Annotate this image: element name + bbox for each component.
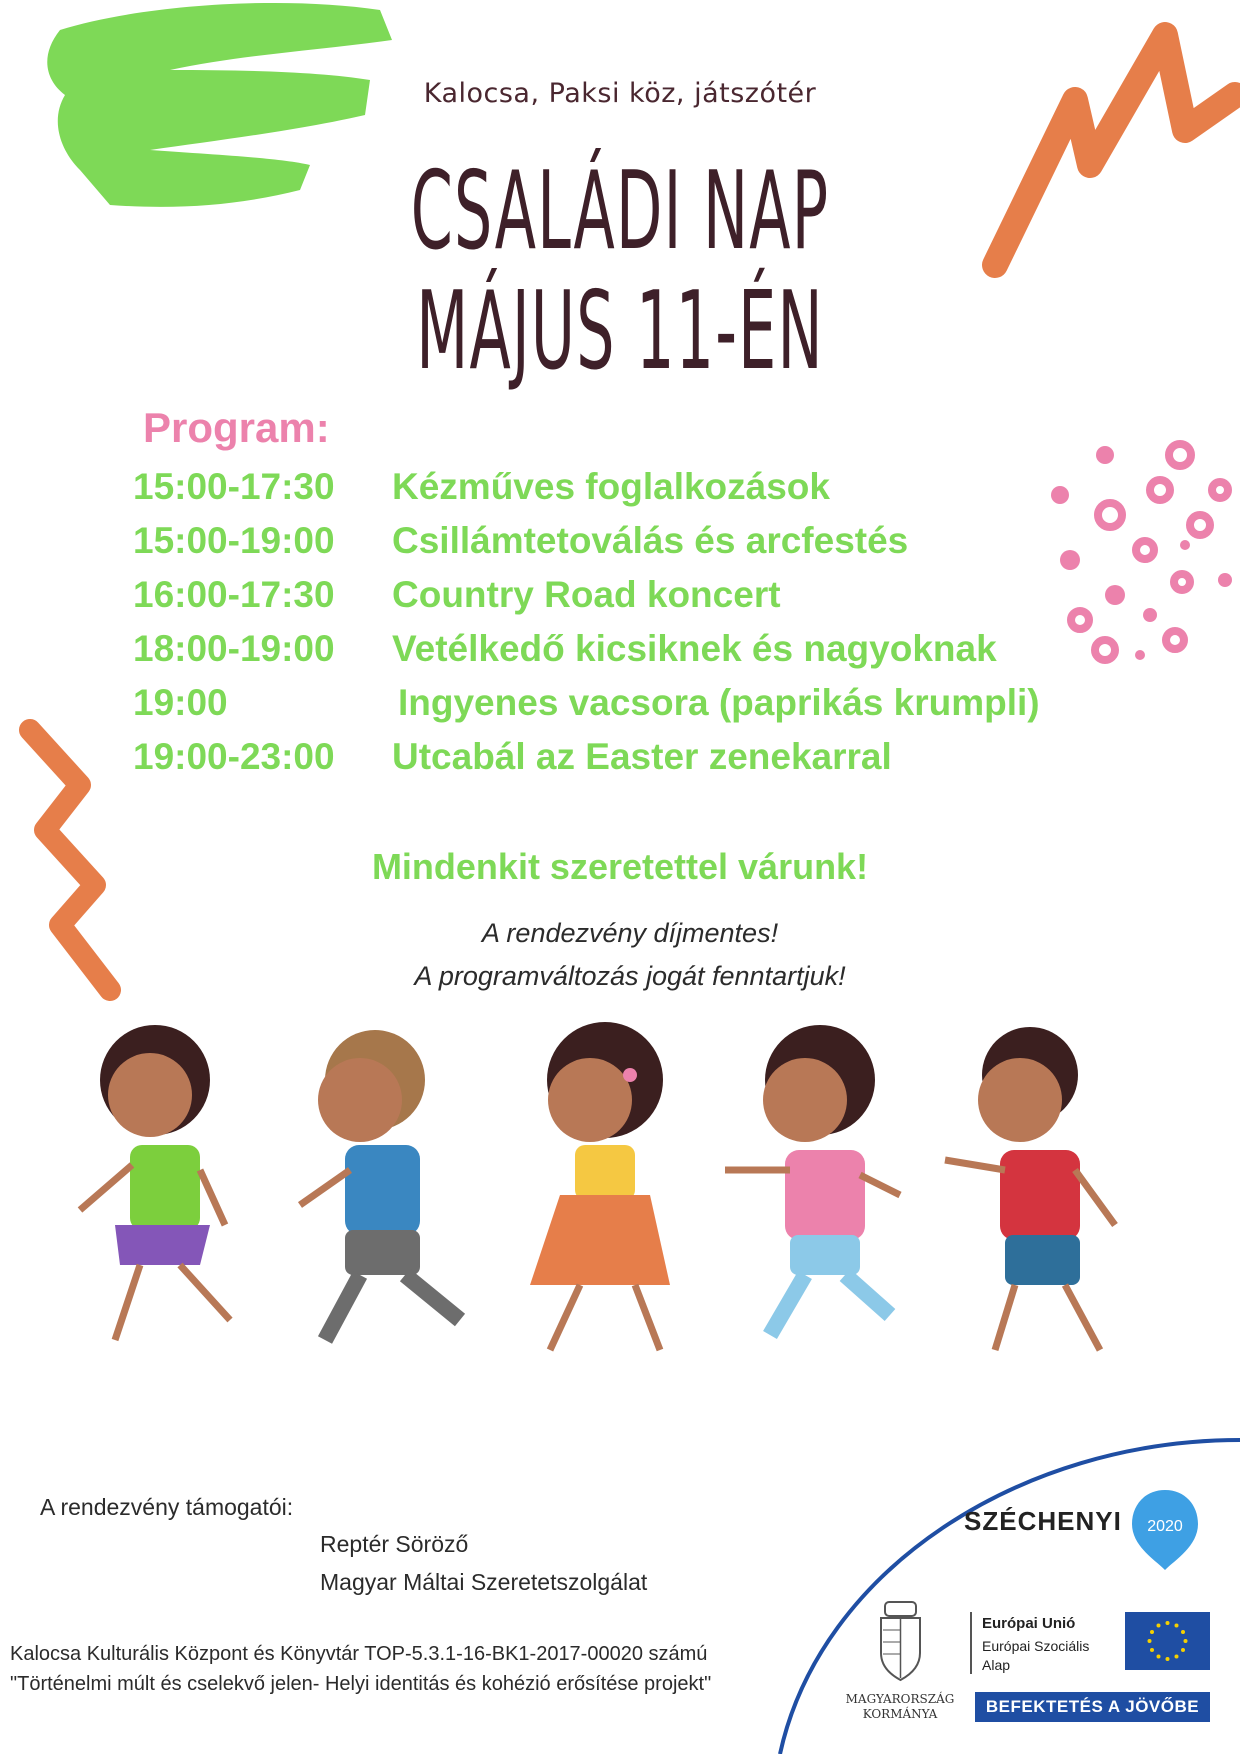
program-description: Vetélkedő kicsiknek és nagyoknak (392, 628, 997, 669)
child-3-illustration (530, 1022, 670, 1350)
program-row (0, 628, 1240, 682)
sponsor-item: Magyar Máltai Szeretetszolgálat (320, 1569, 648, 1595)
program-description: Kézműves foglalkozások (392, 466, 830, 507)
program-time: 19:00-23:00 (133, 736, 335, 777)
program-time: 18:00-19:00 (133, 628, 335, 669)
welcome-text: Mindenkit szeretettel várunk! (371, 846, 869, 887)
eu-divider (970, 1612, 972, 1674)
hungarian-coat-of-arms-icon (873, 1598, 928, 1683)
government-logo-text (830, 1692, 970, 1722)
program-description: Csillámtetoválás és arcfestés (392, 520, 909, 561)
government-line2: KORMÁNYA (862, 1707, 938, 1721)
szechenyi-2020-pin-icon (1130, 1488, 1200, 1573)
event-title-line2: MÁJUS 11-ÉN (416, 269, 824, 394)
child-4-illustration (725, 1025, 900, 1335)
footer-project-line2: "Történelmi múlt és cselekvő jelen- Helyi identitás és kohézió erősítése projekt" (10, 1673, 712, 1695)
government-line1: MAGYARORSZÁG (845, 1692, 955, 1706)
program-time: 15:00-19:00 (133, 520, 335, 561)
szechenyi-logo-text: SZÉCHENYI (964, 1506, 1122, 1536)
program-row (0, 574, 1240, 628)
program-row (0, 682, 1240, 736)
szechenyi-year: 2020 (1147, 1518, 1183, 1535)
free-entry-note: A rendezvény díjmentes! (481, 918, 779, 948)
program-row (0, 466, 1240, 520)
child-5-illustration (945, 1027, 1115, 1350)
program-description: Utcabál az Easter zenekarral (392, 736, 892, 777)
eu-title: Európai Unió (982, 1615, 1076, 1632)
child-1-illustration (80, 1025, 230, 1340)
program-row (0, 520, 1240, 574)
program-time: 19:00 (133, 682, 228, 723)
sponsors-label: A rendezvény támogatói: (40, 1494, 294, 1520)
eu-subtitle: Európai Szociális Alap (982, 1638, 1090, 1673)
eu-flag-icon (1125, 1612, 1210, 1670)
program-time: 16:00-17:30 (133, 574, 335, 615)
program-heading: Program: (143, 404, 330, 451)
invest-future-banner: BEFEKTETÉS A JÖVŐBE (975, 1692, 1210, 1722)
program-row (0, 736, 1240, 790)
child-2-illustration (300, 1030, 460, 1340)
program-description: Ingyenes vacsora (paprikás krumpli) (398, 682, 1040, 723)
program-description: Country Road koncert (392, 574, 781, 615)
program-time: 15:00-17:30 (133, 466, 335, 507)
program-change-note: A programváltozás jogát fenntartjuk! (414, 961, 846, 991)
footer-project-line1: Kalocsa Kulturális Központ és Könyvtár TOP-5.3.1-16-BK1-2017-00020 számú (10, 1643, 708, 1665)
running-children-illustration (60, 1020, 1160, 1380)
event-title-line1: CSALÁDI NAP (410, 149, 830, 274)
orange-zigzag-decoration (980, 10, 1240, 280)
sponsor-item: Reptér Söröző (320, 1531, 469, 1557)
location-text: Kalocsa, Paksi köz, játszótér (423, 78, 817, 109)
